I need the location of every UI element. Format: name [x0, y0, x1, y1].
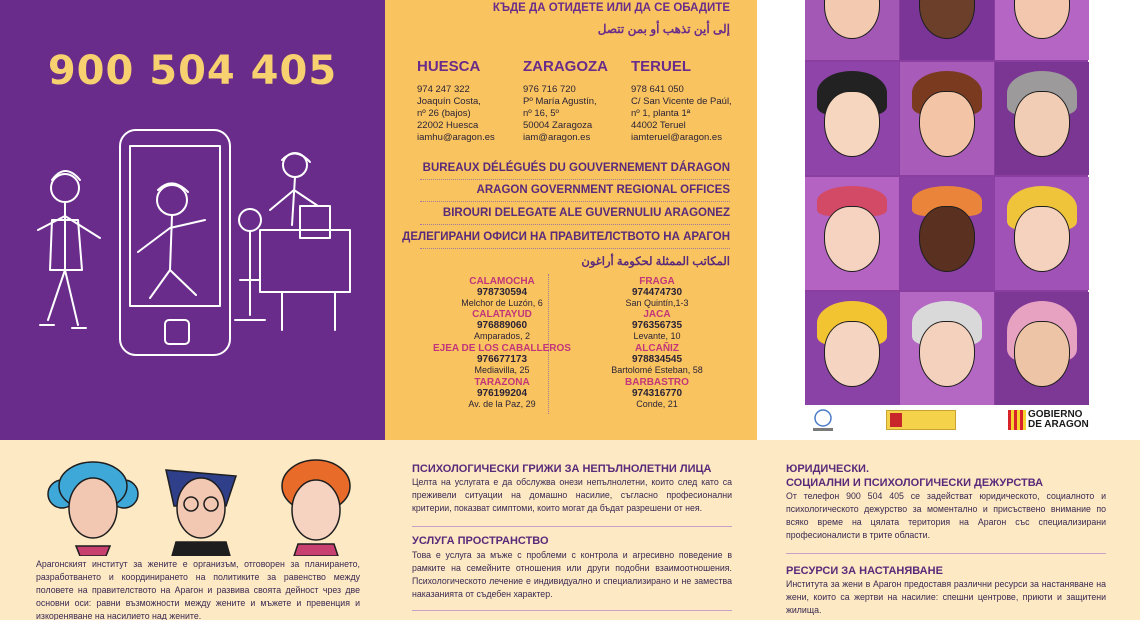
city-name-teruel: TERUEL	[631, 58, 691, 75]
location-phone[interactable]: 976356735	[631, 320, 683, 331]
location-name: EJEA DE LOS CABALLEROS	[433, 343, 571, 354]
office-heading-ar: المكاتب الممثلة لحكومة أراغون	[581, 256, 730, 268]
gobierno-aragon-logo-text	[1028, 410, 1089, 430]
address-line: 976 716 720	[523, 84, 576, 95]
face-tile	[995, 0, 1089, 60]
section-body-housing: Института за жени в Арагон предоставя различни ресурси за настаняване на жени, които са жертви на насилие: спешни центрове, приюти и защитени жилища.	[786, 579, 1106, 615]
location-barbastro	[582, 377, 732, 410]
address-teruel	[631, 84, 732, 144]
woman-face-icon	[1014, 0, 1070, 39]
address-line: C/ San Vicente de Paúl,	[631, 96, 732, 107]
location-name: CALAMOCHA	[469, 276, 535, 287]
location-jaca	[582, 309, 732, 342]
address-line: 978 641 050	[631, 84, 684, 95]
city-name-huesca: HUESCA	[417, 58, 481, 75]
location-street: Melchor de Luzón, 6	[461, 298, 543, 308]
location-street: Bartolomé Esteban, 58	[611, 365, 703, 375]
smartphone-icon	[120, 130, 230, 355]
face-tile	[995, 62, 1089, 175]
location-ejea	[417, 343, 587, 376]
hotline-phone-number: 900 504 405	[47, 48, 338, 94]
aragon-flag-icon	[1008, 410, 1026, 430]
address-line: Pº María Agustín,	[523, 96, 597, 107]
face-tile	[805, 62, 899, 175]
face-tile	[805, 177, 899, 290]
location-phone[interactable]: 978730594	[476, 287, 528, 298]
section-title-housing: РЕСУРСИ ЗА НАСТАНЯВАНЕ	[786, 565, 943, 577]
woman-face-icon	[824, 206, 880, 272]
divider	[420, 201, 730, 202]
divider	[420, 248, 730, 249]
faces-grid	[805, 0, 1088, 405]
face-tile	[805, 292, 899, 405]
section-body-space-service: Това е услуга за мъже с проблеми с контрола и агресивно поведение в рамките на семейните отношения или други подобни взаимоотношения. Психологическото лечение е индивидуално и специализирано и не замества наказанията от съдебен характер.	[412, 550, 732, 599]
location-street: Mediavilla, 25	[474, 365, 530, 375]
location-name: TARAZONA	[474, 377, 530, 388]
institute-intro-text: Арагонският институт за жените е организъм, отговорен за планирането, разработването и координирането на политиките за равенство между половете на правителството на Арагон и развива своята дейност чрез две основни оси: равни възможности между жените и мъжете и превенция и изкореняване на насилието над жените.	[36, 559, 360, 620]
spain-government-logo-icon	[886, 410, 956, 430]
section-title-psychological-care: ПСИХОЛОГИЧЕСКИ ГРИЖИ ЗА НЕПЪЛНОЛЕТНИ ЛИЦА	[412, 463, 712, 475]
face-tile	[900, 0, 994, 60]
location-street: Amparados, 2	[473, 331, 531, 341]
location-name: CALATAYUD	[472, 309, 532, 320]
location-calamocha	[427, 276, 577, 309]
woman-face-icon	[824, 91, 880, 157]
address-line: 44002 Teruel	[631, 120, 686, 131]
face-tile	[900, 292, 994, 405]
pacto-estado-logo-icon	[808, 408, 838, 434]
address-line: 22002 Huesca	[417, 120, 479, 131]
logo-line: DE ARAGON	[1028, 419, 1089, 430]
location-phone[interactable]: 974316770	[631, 388, 683, 399]
location-street: Levante, 10	[633, 331, 681, 341]
face-tile	[995, 292, 1089, 405]
heading-where-to-go-bg: КЪДЕ ДА ОТИДЕТЕ ИЛИ ДА СЕ ОБАДИТЕ	[492, 2, 730, 14]
face-tile	[995, 177, 1089, 290]
divider	[412, 610, 732, 611]
address-email[interactable]: iam@aragon.es	[523, 132, 591, 143]
illustration-phone-women	[20, 120, 365, 360]
location-street: Conde, 21	[636, 399, 678, 409]
office-heading-fr: BUREAUX DÉLÉGUÉS DU GOUVERNEMENT DÁRAGON	[422, 162, 730, 174]
location-tarazona	[427, 377, 577, 410]
section-title-space-service: УСЛУГА ПРОСТРАНСТВО	[412, 535, 549, 547]
address-huesca	[417, 84, 495, 144]
location-phone[interactable]: 974474730	[631, 287, 683, 298]
location-phone[interactable]: 976889060	[476, 320, 528, 331]
city-name-zaragoza: ZARAGOZA	[523, 58, 608, 75]
face-tile	[900, 177, 994, 290]
location-alcaniz	[582, 343, 732, 376]
location-name: BARBASTRO	[625, 377, 689, 388]
woman-face-icon	[824, 321, 880, 387]
address-email[interactable]: iamteruel@aragon.es	[631, 132, 722, 143]
heading-where-to-go-ar: إلى أين تذهب أو بمن تتصل	[597, 22, 730, 36]
location-calatayud	[427, 309, 577, 342]
woman-face-icon	[1014, 321, 1070, 387]
face-tile	[805, 0, 899, 60]
woman-face-icon	[919, 321, 975, 387]
office-heading-en: ARAGON GOVERNMENT REGIONAL OFFICES	[476, 184, 730, 196]
office-heading-ro: BIROURI DELEGATE ALE GUVERNULIU ARAGONEZ	[442, 207, 730, 219]
location-name: JACA	[643, 309, 671, 320]
address-zaragoza	[523, 84, 597, 144]
section-title-legal-duty: СОЦИАЛНИ И ПСИХОЛОГИЧЕСКИ ДЕЖУРСТВА	[786, 477, 1044, 489]
section-body-legal: От телефон 900 504 405 се задействат юридическото, социалното и психологическото дежурство за моментално и присъствено внимание по всяко време на цялата територия на Арагон със специализирани професионалисти в трите области.	[786, 491, 1106, 540]
divider	[420, 224, 730, 225]
woman-face-icon	[824, 0, 880, 39]
location-street: Av. de la Paz, 29	[468, 399, 536, 409]
divider	[420, 179, 730, 180]
section-body-psychological-care: Целта на услугата е да обслужва онези непълнолетни, които след като са преживели ситуации на домашно насилие, съгласно професионални критерии, показват симптоми, които могат да бъдат разрешени от нея.	[412, 477, 732, 513]
divider	[412, 526, 732, 527]
address-line: nº 1, planta 1ª	[631, 108, 691, 119]
face-tile	[900, 62, 994, 175]
location-name: FRAGA	[639, 276, 675, 287]
address-line: 50004 Zaragoza	[523, 120, 593, 131]
woman-face-icon	[1014, 91, 1070, 157]
address-email[interactable]: iamhu@aragon.es	[417, 132, 495, 143]
divider	[786, 553, 1106, 554]
woman-face-icon	[1014, 206, 1070, 272]
logo-line: GOBIERNO	[1028, 409, 1083, 420]
location-street: San Quintín,1-3	[625, 298, 689, 308]
location-phone[interactable]: 978834545	[631, 354, 683, 365]
address-line: nº 26 (bajos)	[417, 108, 471, 119]
location-phone[interactable]: 976677173	[476, 354, 528, 365]
address-line: Joaquín Costa,	[417, 96, 481, 107]
location-phone[interactable]: 976199204	[476, 388, 528, 399]
address-line: 974 247 322	[417, 84, 470, 95]
section-title-legal: ЮРИДИЧЕСКИ.	[786, 463, 870, 475]
woman-face-icon	[919, 0, 975, 39]
woman-face-icon	[919, 91, 975, 157]
location-fraga	[582, 276, 732, 309]
office-heading-bg: ДЕЛЕГИРАНИ ОФИСИ НА ПРАВИТЕЛСТВОТО НА АРАГОН	[402, 231, 730, 243]
address-line: nº 16, 5º	[523, 108, 559, 119]
woman-face-icon	[919, 206, 975, 272]
location-name: ALCAÑIZ	[635, 343, 679, 354]
three-faces-illustration	[36, 456, 366, 556]
